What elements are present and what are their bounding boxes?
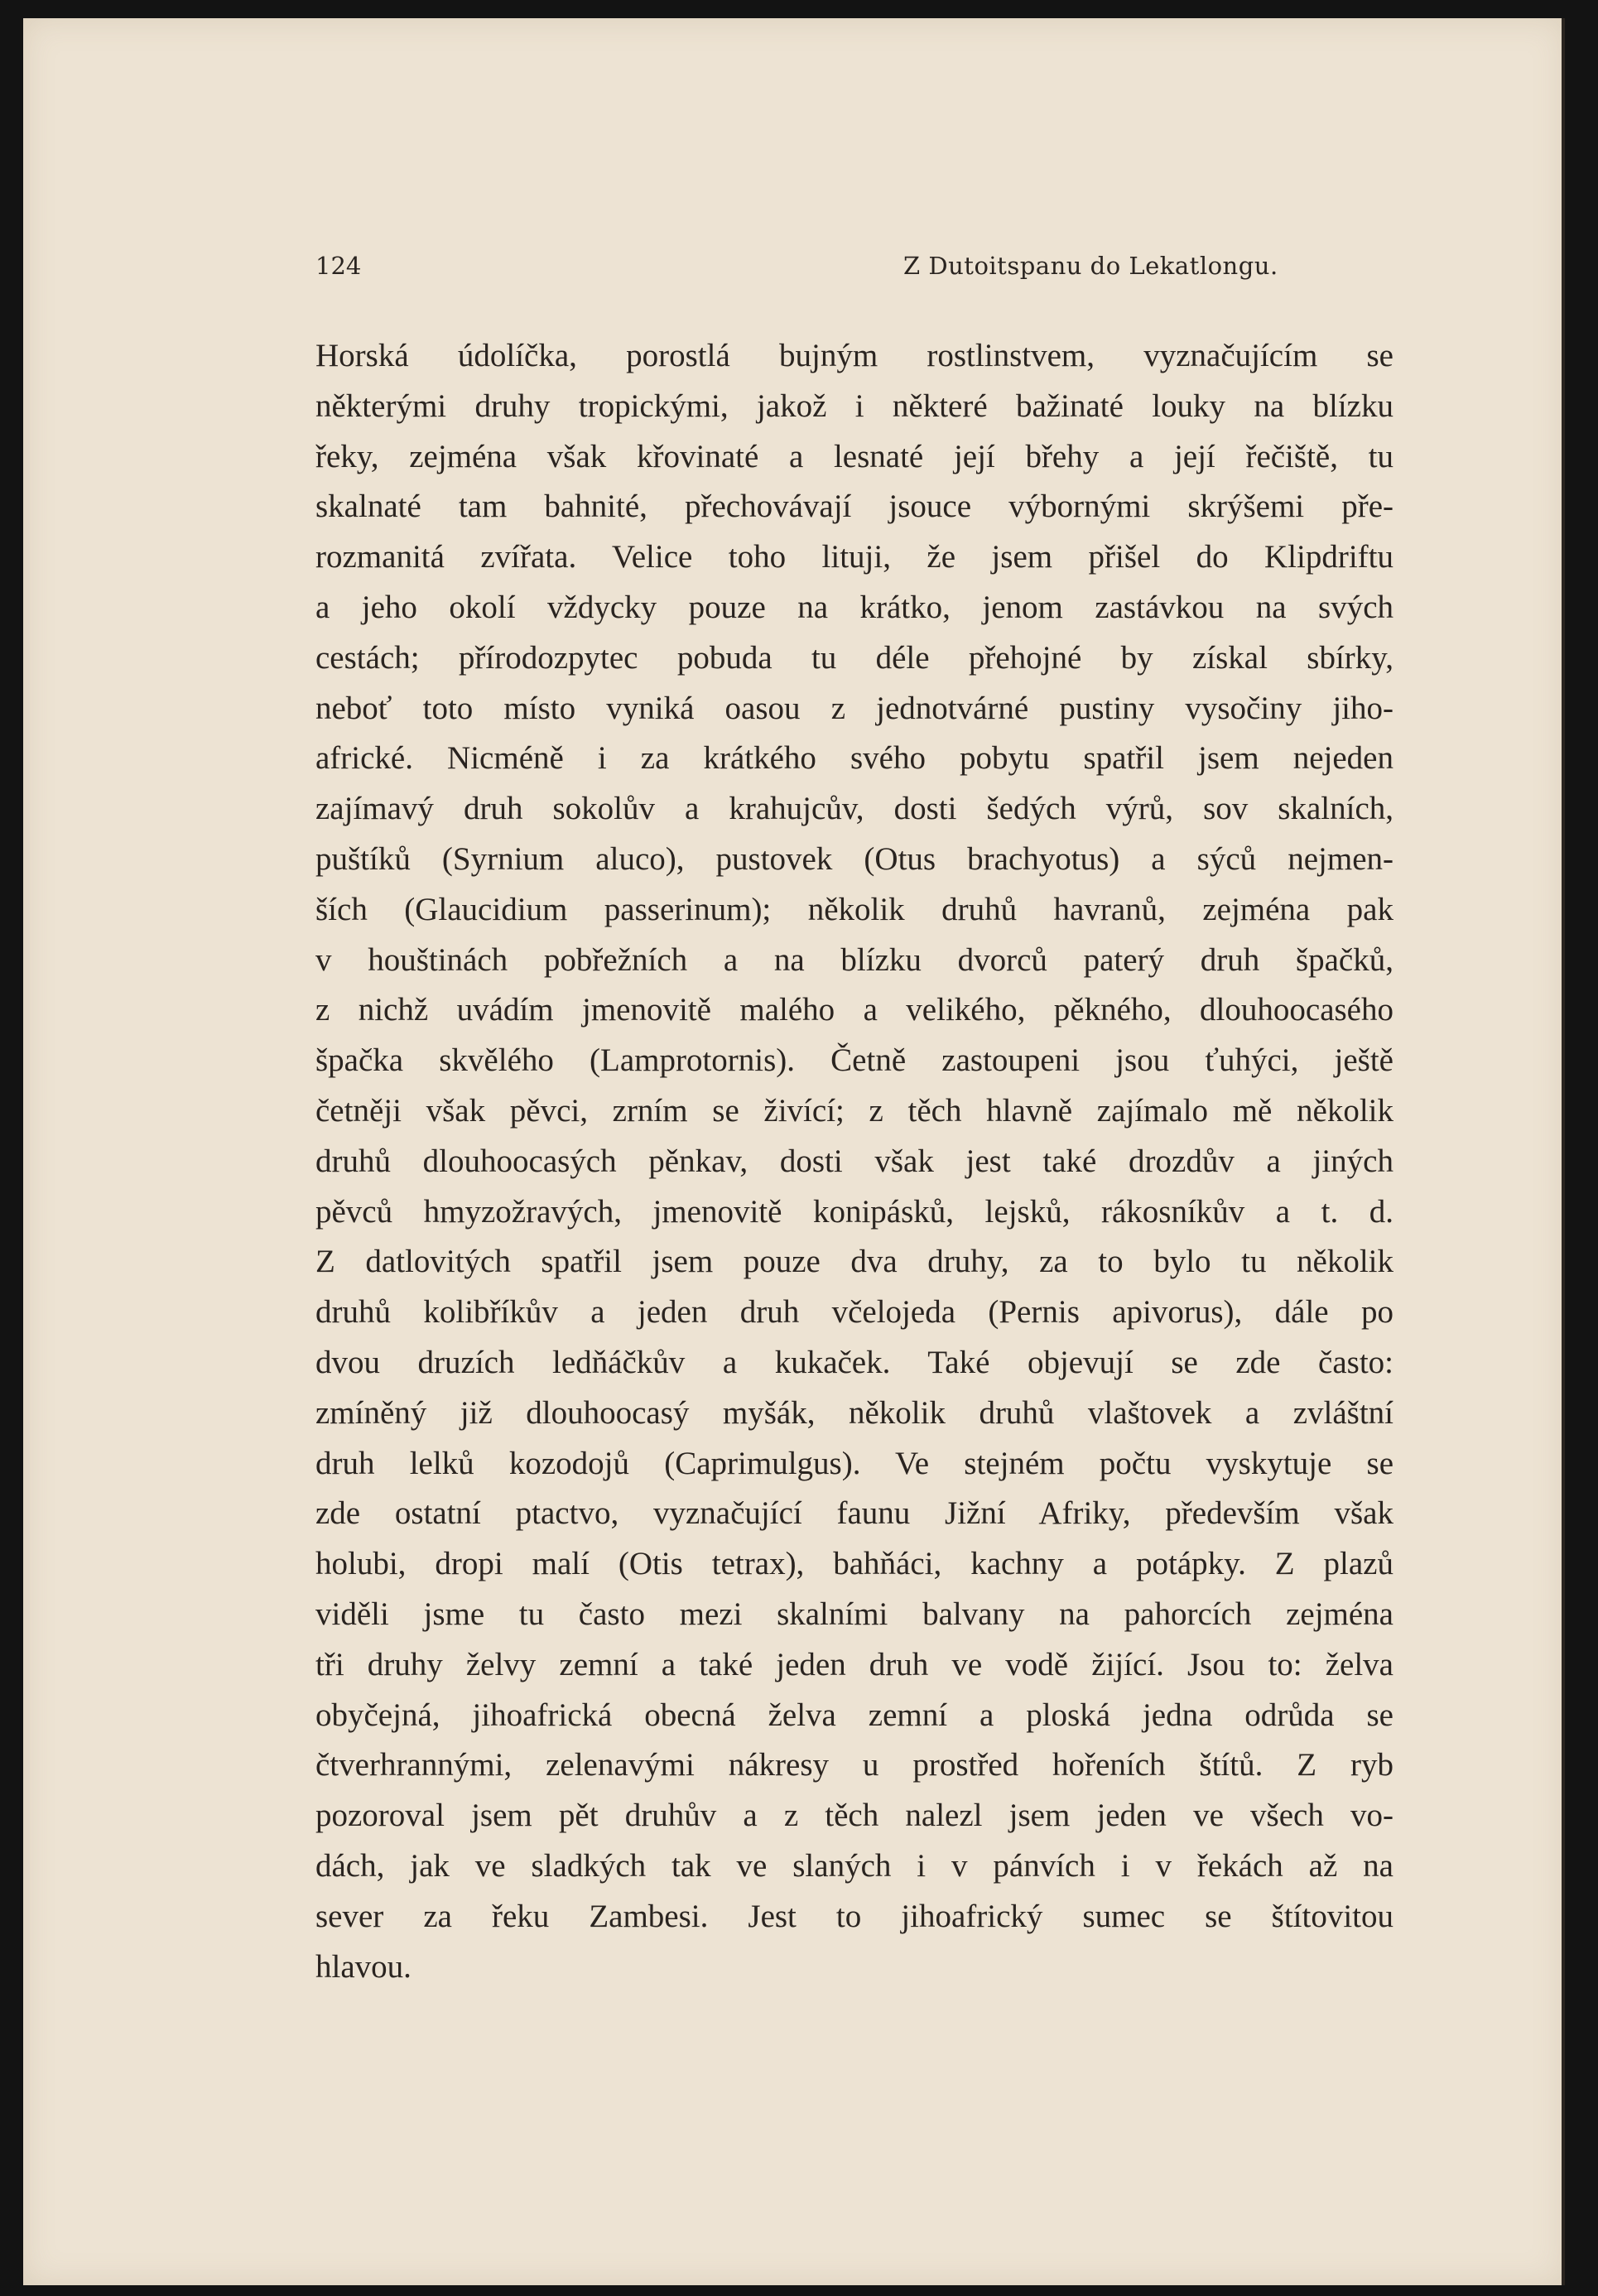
- text-line: dvou druzích ledňáčkův a kukaček. Také objevují se zde často:: [315, 1344, 1393, 1380]
- text-line: čtverhrannými, zelenavými nákresy u prostřed hořeních štítů. Z ryb: [315, 1747, 1393, 1783]
- text-line: druhů dlouhoocasých pěnkav, dosti však jest také drozdův a jiných: [315, 1143, 1393, 1179]
- text-line: neboť toto místo vyniká oasou z jednotvárné pustiny vysočiny jiho-: [315, 690, 1393, 726]
- text-line: ších (Glaucidium passerinum); několik druhů havranů, zejména pak: [315, 891, 1393, 927]
- text-line: a jeho okolí vždycky pouze na krátko, jenom zastávkou na svých: [315, 589, 1393, 625]
- text-line: špačka skvělého (Lamprotornis). Četně zastoupeni jsou ťuhýci, ještě: [315, 1042, 1393, 1079]
- text-line: druhů kolibříkův a jeden druh včelojeda (Pernis apivorus), dále po: [315, 1294, 1393, 1331]
- text-line: obyčejná, jihoafrická obecná želva zemní a ploská jedna odrůda se: [315, 1697, 1393, 1733]
- text-line: viděli jsme tu často mezi skalními balvany na pahorcích zejména: [315, 1596, 1393, 1632]
- text-line: dách, jak ve sladkých tak ve slaných i v pánvích i v řekách až na: [315, 1847, 1393, 1884]
- text-line: skalnaté tam bahnité, přechovávají jsouce výbornými skrýšemi pře-: [315, 489, 1393, 525]
- text-line: řeky, zejména však křovinaté a lesnaté její břehy a její řečiště, tu: [315, 438, 1393, 474]
- text-line: Horská údolíčka, porostlá bujným rostlinstvem, vyznačujícím se: [315, 338, 1393, 373]
- text-line: holubi, dropi malí (Otis tetrax), bahňáci, kachny a potápky. Z plazů: [315, 1546, 1393, 1582]
- running-title: Z Dutoitspanu do Lekatlongu.: [903, 252, 1278, 280]
- text-line: pěvců hmyzožravých, jmenovitě konipásků, lejsků, rákosníkův a t. d.: [315, 1193, 1393, 1230]
- text-line: africké. Nicméně i za krátkého svého pobytu spatřil jsem nejeden: [315, 740, 1393, 777]
- body-paragraph: [315, 331, 1393, 1992]
- page-edge: [1562, 18, 1565, 2285]
- text-line: zde ostatní ptactvo, vyznačující faunu Jižní Afriky, především však: [315, 1495, 1393, 1532]
- text-line: cestách; přírodozpytec pobuda tu déle přehojné by získal sbírky,: [315, 639, 1393, 676]
- text-line: z nichž uvádím jmenovitě malého a velikého, pěkného, dlouhoocasého: [315, 992, 1393, 1028]
- text-line: sever za řeku Zambesi. Jest to jihoafrický sumec se štítovitou: [315, 1898, 1393, 1934]
- text-line: v houštinách pobřežních a na blízku dvorců paterý druh špačků,: [315, 941, 1393, 978]
- text-line: zmíněný již dlouhoocasý myšák, několik druhů vlaštovek a zvláštní: [315, 1394, 1393, 1431]
- text-line: Z datlovitých spatřil jsem pouze dva druhy, za to bylo tu několik: [315, 1244, 1393, 1280]
- text-line: hlavou.: [315, 1948, 412, 1985]
- text-line: zajímavý druh sokolův a krahujcův, dosti šedých výrů, sov skalních,: [315, 791, 1393, 827]
- book-page: [23, 18, 1565, 2285]
- text-line: rozmanitá zvířata. Velice toho lituji, že jsem přišel do Klipdriftu: [315, 539, 1393, 575]
- text-line: některými druhy tropickými, jakož i některé bažinaté louky na blízku: [315, 387, 1393, 424]
- text-line: tři druhy želvy zemní a také jeden druh ve vodě žijící. Jsou to: želva: [315, 1646, 1393, 1682]
- text-line: puštíků (Syrnium aluco), pustovek (Otus brachyotus) a sýců nejmen-: [315, 840, 1393, 877]
- text-line: druh lelků kozodojů (Caprimulgus). Ve stejném počtu vyskytuje se: [315, 1445, 1393, 1481]
- text-line: pozoroval jsem pět druhův a z těch nalezl jsem jeden ve všech vo-: [315, 1798, 1393, 1834]
- page-number: 124: [315, 252, 362, 280]
- text-line: četněji však pěvci, zrním se živící; z těch hlavně zajímalo mě několik: [315, 1092, 1393, 1129]
- page-header: [292, 242, 1389, 291]
